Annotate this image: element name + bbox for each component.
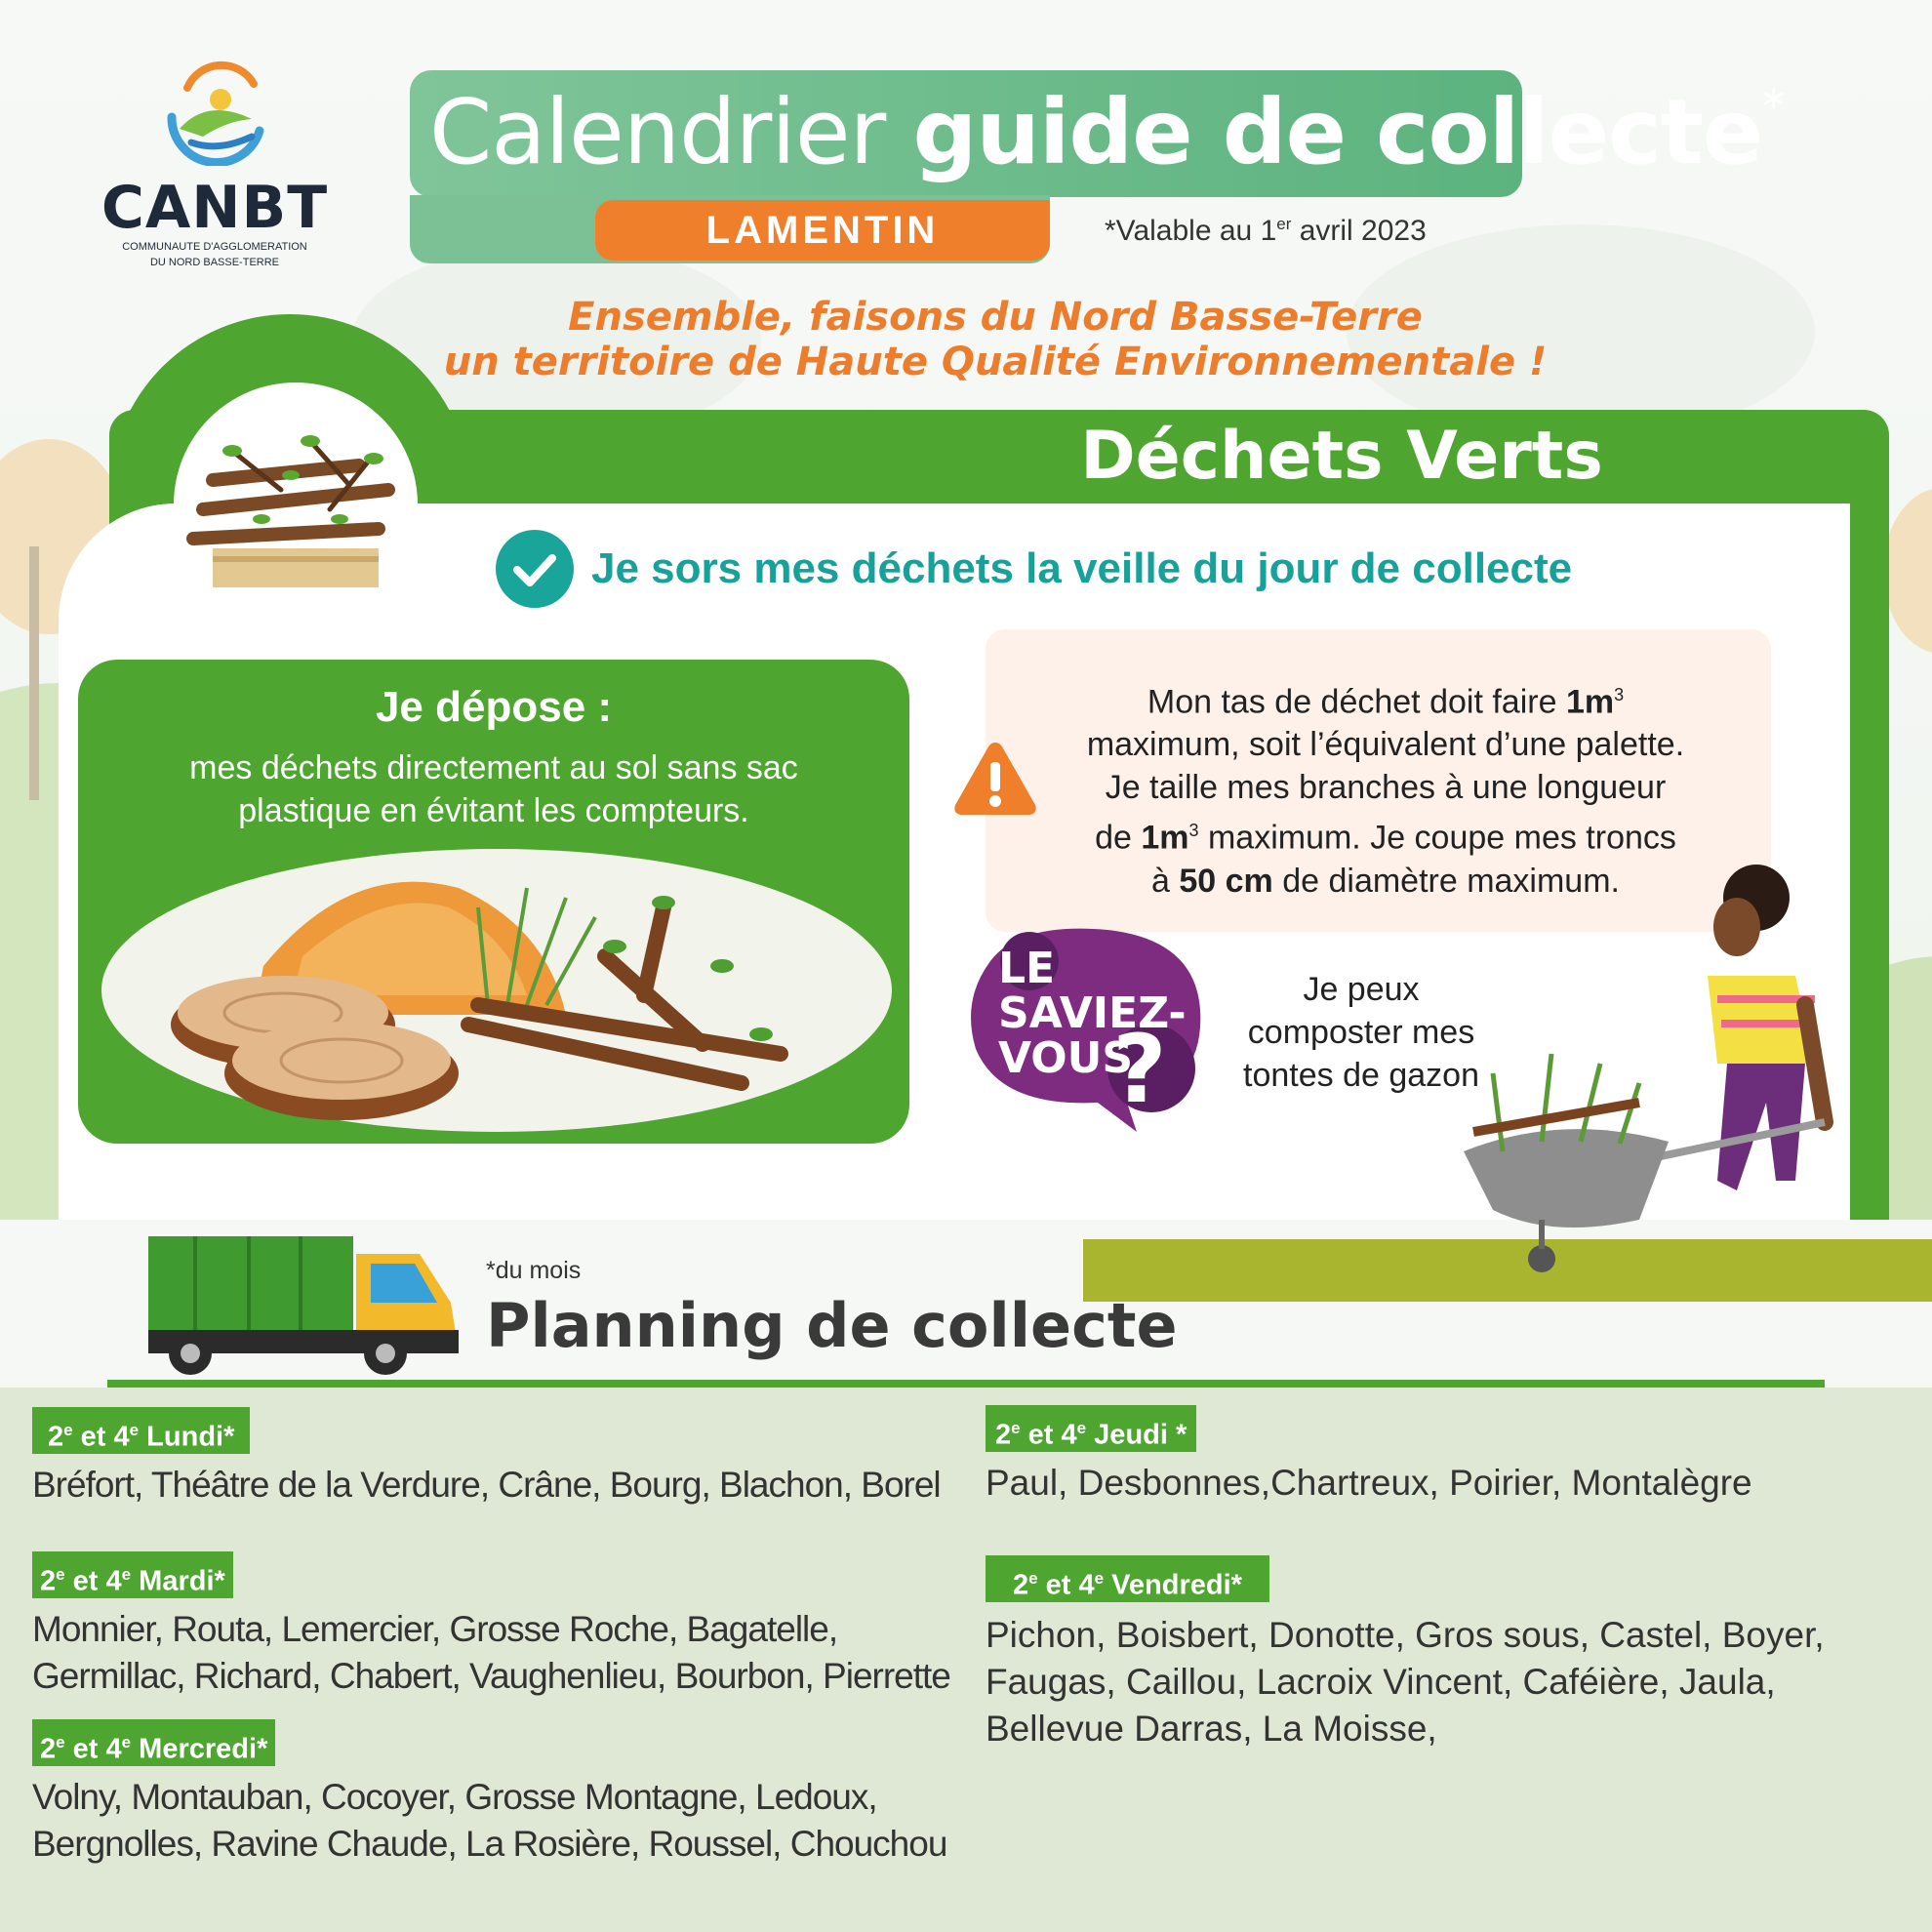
depose-text-line: mes déchets directement au sol sans sac — [189, 749, 798, 786]
background-tree-trunk — [29, 546, 39, 800]
town-badge: LAMENTIN — [595, 200, 1050, 261]
day-tag-num: 4 — [1061, 1419, 1077, 1451]
did-you-know-line: LE — [998, 944, 1056, 993]
day-tag: 2e et 4e Vendredi* — [986, 1555, 1269, 1602]
day-tag-num: 4 — [1078, 1569, 1095, 1601]
warning-line — [1034, 809, 1737, 859]
did-you-know-text-line: tontes de gazon — [1243, 1057, 1479, 1094]
warning-icon — [951, 737, 1039, 821]
logo-subtitle-line: COMMUNAUTE D'AGGLOMERATION — [122, 241, 307, 253]
day-tag-num: 2 — [1013, 1569, 1029, 1601]
did-you-know-line: VOUS — [998, 1033, 1134, 1083]
warning-line-part: de diamètre maximum. — [1272, 862, 1620, 900]
places-list — [32, 1774, 946, 1868]
warning-line-part: à — [1151, 862, 1180, 900]
schedule-tuesday — [32, 1551, 950, 1700]
day-tag-label: Jeudi * — [1086, 1419, 1187, 1451]
day-tag-num: 2 — [995, 1419, 1012, 1451]
green-waste-illustration-icon — [174, 382, 418, 626]
collection-rule: Je sors mes déchets la veille du jour de collecte — [591, 544, 1573, 592]
day-tag: 2e et 4e Jeudi * — [986, 1405, 1196, 1452]
logo-subtitle — [98, 239, 332, 270]
slogan-line: un territoire de Haute Qualité Environnementale ! — [443, 340, 1548, 384]
day-tag-num: 2 — [40, 1565, 57, 1597]
validity-suffix: avril 2023 — [1291, 215, 1427, 247]
planning-note: *du mois — [486, 1257, 582, 1284]
warning-line-part: de — [1095, 819, 1142, 857]
page-title-light: Calendrier — [429, 80, 886, 184]
places-line: Pichon, Boisbert, Donotte, Gros sous, Castel, Boyer, — [986, 1615, 1825, 1655]
warning-line: Je taille mes branches à une longueur — [1105, 769, 1667, 807]
did-you-know-text-line: Je peux — [1303, 971, 1420, 1008]
depose-text — [127, 746, 861, 832]
day-tag: 2e et 4e Lundi* — [32, 1407, 250, 1454]
did-you-know-question-mark: ? — [1112, 1015, 1167, 1124]
schedule-monday — [32, 1407, 941, 1509]
places-line: Bréfort, Théâtre de la Verdure, Crâne, Bourg, Blachon, Borel — [32, 1465, 941, 1505]
warning-sup: 3 — [1614, 685, 1625, 704]
day-tag: 2e et 4e Mercredi* — [32, 1719, 275, 1766]
warning-emphasis: 1m — [1141, 819, 1189, 857]
section-title: Déchets Verts — [1080, 418, 1603, 495]
places-list — [986, 1612, 1825, 1752]
truck-icon — [146, 1234, 468, 1381]
day-tag-num: 4 — [105, 1733, 122, 1765]
places-line: Faugas, Caillou, Lacroix Vincent, Caféière, Jaula, — [986, 1662, 1776, 1702]
warning-emphasis: 50 cm — [1179, 862, 1273, 900]
schedule-thursday — [986, 1405, 1752, 1507]
page-title — [429, 80, 1785, 184]
places-list — [32, 1606, 950, 1700]
day-tag: 2e et 4e Mardi* — [32, 1551, 233, 1598]
warning-emphasis: 1m — [1565, 683, 1615, 721]
did-you-know-line: SAVIEZ- — [998, 988, 1187, 1038]
places-line: Bellevue Darras, La Moisse, — [986, 1709, 1437, 1749]
places-list — [986, 1460, 1752, 1507]
day-tag-num: 4 — [105, 1565, 122, 1597]
logo-wordmark: CANBT — [101, 174, 329, 242]
places-line: Monnier, Routa, Lemercier, Grosse Roche, Bagatelle, — [32, 1609, 838, 1649]
logo-subtitle-line: DU NORD BASSE-TERRE — [149, 257, 280, 268]
places-line: Volny, Montauban, Cocoyer, Grosse Montagne, Ledoux, — [32, 1777, 877, 1817]
logo-emblem-icon — [158, 59, 271, 166]
gardener-wheelbarrow-icon — [1444, 859, 1854, 1288]
page-title-mark: * — [1762, 80, 1785, 133]
slogan — [293, 295, 1698, 384]
places-line: Germillac, Richard, Chabert, Vaughenlieu, Bourbon, Pierrette — [32, 1656, 950, 1696]
day-tag-num: 2 — [48, 1421, 64, 1453]
logo — [98, 59, 332, 283]
waste-pile-icon — [156, 849, 820, 1132]
warning-sup: 3 — [1188, 821, 1199, 841]
depose-title: Je dépose : — [375, 683, 613, 731]
warning-line: maximum, soit l’équivalent d’une palette. — [1086, 726, 1685, 764]
page-title-bold: guide de collecte — [912, 80, 1763, 184]
day-tag-label: Mardi* — [131, 1565, 225, 1597]
day-tag-label: Vendredi* — [1104, 1569, 1242, 1601]
places-line: Bergnolles, Ravine Chaude, La Rosière, Roussel, Chouchou — [32, 1824, 947, 1864]
places-line: Paul, Desbonnes,Chartreux, Poirier, Montalègre — [986, 1463, 1752, 1503]
day-tag-label: Mercredi* — [131, 1733, 268, 1765]
slogan-line: Ensemble, faisons du Nord Basse-Terre — [568, 295, 1423, 340]
depose-text-line: plastique en évitant les compteurs. — [238, 792, 749, 829]
warning-line — [1034, 673, 1737, 723]
validity-note — [1105, 215, 1427, 248]
validity-sup: er — [1276, 215, 1292, 233]
schedule-friday — [986, 1555, 1825, 1752]
warning-line-part: maximum. Je coupe mes troncs — [1198, 819, 1676, 857]
validity-prefix: *Valable au 1 — [1105, 215, 1277, 247]
day-tag-num: 4 — [113, 1421, 130, 1453]
planning-title: Planning de collecte — [486, 1290, 1178, 1361]
day-tag-num: 2 — [40, 1733, 57, 1765]
day-tag-label: Lundi* — [139, 1421, 235, 1453]
places-list — [32, 1462, 941, 1509]
did-you-know-text-line: composter mes — [1247, 1014, 1475, 1051]
warning-line-part: Mon tas de déchet doit faire — [1147, 683, 1566, 721]
check-icon — [496, 530, 574, 608]
schedule-wednesday — [32, 1719, 946, 1868]
planning-divider — [107, 1380, 1825, 1388]
